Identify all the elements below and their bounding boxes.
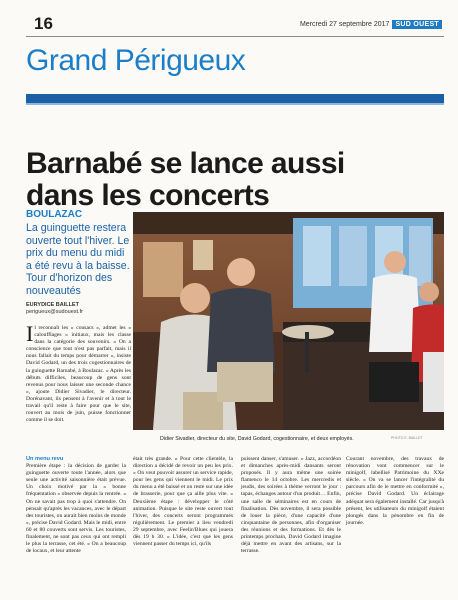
lead-text: l reconnaît les « cousacs », admet les « caloufflages » initiaux, mais les classe dans la catégorie des souvenirs. « On a conscience que tout n'est pas parfait, mais il nous fallait du temps pour démarrer », insiste David Godard, un des trois cogestionnaires de la guinguette Barnabé, à Boulazac. « Après les débuts difficiles, beaucoup de gens sont revenus pour nous laisser une seconde chance », ajoute Didier Sivadier, le directeur. Dorénavant, ils pensent à l'avenir et à tout le travail qu'il reste à faire pour que le site, rouvert au mois de juin, puisse fonctionner comme il se doit. [26, 325, 131, 424]
issue-date: Mercredi 27 septembre 2017 [299, 21, 390, 28]
article-headline [26, 148, 446, 212]
section-title: Grand Périgueux [26, 44, 246, 77]
article-photo [133, 212, 444, 430]
column-subheading: Un menu revu [26, 456, 64, 462]
article-deck: La guinguette restera ouverte tout l'hiver. Le prix du menu du midi a été revu à la baisse. Tour d'horizon des nouveautés [26, 222, 130, 297]
photo-credit: PHOTO E. BAILLET [391, 436, 423, 440]
headline-line-1: Barnabé se lance aussi [26, 147, 345, 180]
author-email: perigueux@sudouest.fr [26, 309, 83, 315]
body-column-1 [26, 456, 126, 555]
body-column-3: puissent danser, s'amuser. » Jazz, accordéon et dimanches après-midi dansants seront proposés. Il y aura même une soirée flamenco le 14 octobre. Les mercredis et jeudis, des soirées à thème verront le jour : tapas, échanges autour d'un produit… Enfin, une salle de séminaires est en cours de finalisation. Dès novembre, il sera possible de louer la pièce, d'une capacité d'une cinquantaine de personnes, afin d'organiser des réunions et des formations. Et dès le printemps prochain, David Godard imagine déjà mettre en avant des artisans, sur la terrasse. [241, 456, 341, 555]
restaurant-scene-image [133, 212, 444, 430]
headline-line-2: dans les concerts [26, 179, 270, 212]
photo-caption: Didier Sivadier, directeur du site, David Godard, cogestionnaire, et deux employés. [160, 436, 354, 442]
page-header [18, 14, 446, 38]
header-info [300, 20, 442, 29]
body-column-2: était très grande. » Pour cette clientèle, la direction a décidé de revoir un peu les prix. « On veut pouvoir assurer un service rapide, pour les gens qui viennent le midi. Le prix du menu a été baissé et on reste sur une idée de brasserie, pour que ça aille plus vite. » Deuxième étape : développer le côté animation. Puisque le site reste ouvert tout l'hiver, des concerts seront programmés régulièrement. Le premier a lieu vendredi 29 septembre, avec Feelin'Blues qui jouera dès 19 h 30. « L'idée, c'est que les gens viennent passer du temps ici, qu'ils [133, 456, 233, 548]
section-bar [26, 94, 444, 103]
page-number: 16 [34, 14, 53, 33]
drop-cap: I [26, 321, 34, 346]
body-column-4: Courant novembre, des travaux de rénovation vont commencer sur le minigolf, labellisé Patrimoine du XXe siècle. « On va se lancer l'intégralité du parcours afin de le mettre en conformité », précise David Godard. Un éclairage adéquat sera également installé. Car jusqu'à présent, les utilisateurs du minigolf étaient plongés dans la pénombre en fin de journée. [346, 456, 444, 526]
column-1-text: Première étape : la décision de garder la guinguette ouverte toute l'année, alors que seule une activité saisonnière était prévue. Un choix motivé par la « bonne fréquentation » observée depuis la rentrée. « On ne savait pas trop à quoi s'attendre. On pensait qu'après les vacances, avec le départ des touristes, on aurait bien moins de monde », précise David Godard. Mais le midi, entre 60 et 80 couverts sont servis. Les touristes, finalement, ne sont pas ceux qui ont rempli le plus la terrasse, cet été. « On a beaucoup de locaux, et leur attente [26, 463, 126, 555]
dateline-city: BOULAZAC [26, 209, 83, 220]
author-name: EURYDICE BAILLET [26, 302, 79, 308]
section-bar-accent [26, 103, 444, 105]
publication-logo: SUD OUEST [392, 20, 442, 29]
lead-paragraph [26, 321, 131, 424]
header-divider [26, 36, 444, 37]
